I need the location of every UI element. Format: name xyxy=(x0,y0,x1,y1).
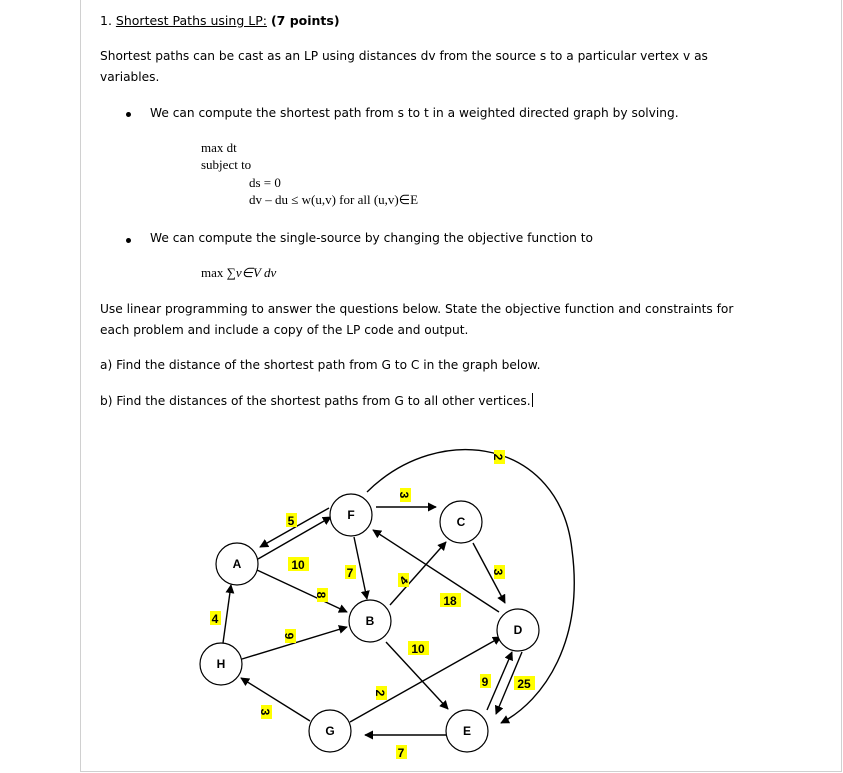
weight-A-F: 5 xyxy=(287,514,295,528)
weight-D-F: 18 xyxy=(443,594,457,608)
weight-E-G: 7 xyxy=(397,746,405,760)
node-E: E xyxy=(462,724,472,738)
weight-E-D: 9 xyxy=(481,675,489,689)
question-b: b) Find the distances of the shortest paths from G to all other vertices. xyxy=(100,394,531,408)
edge-H-A xyxy=(223,585,231,643)
problem-heading: 1. Shortest Paths using LP: (7 points) xyxy=(100,13,340,28)
intro-line-1: Shortest paths can be cast as an LP using distances dv from the source s to a particular vertex v as xyxy=(100,49,708,63)
instructions-line-2: each problem and include a copy of the LP code and output. xyxy=(100,323,469,337)
weight-D-E: 25 xyxy=(517,677,531,691)
weight-F-C: 3 xyxy=(397,491,411,499)
weight-F-A: 10 xyxy=(291,558,305,572)
lp-subject-to: subject to xyxy=(201,157,252,172)
edge-A-B xyxy=(257,570,347,612)
lp-constraint-1: ds = 0 xyxy=(249,175,281,190)
single-source-objective: max ∑v∈V dv xyxy=(201,265,277,280)
node-H: H xyxy=(216,657,226,671)
weight-G-H: 3 xyxy=(258,708,272,716)
node-G: G xyxy=(325,724,335,738)
intro-line-2: variables. xyxy=(100,70,160,84)
lp-constraint-2: dv – du ≤ w(u,v) for all (u,v)∈E xyxy=(249,192,419,207)
bullet-text-1: We can compute the shortest path from s to t in a weighted directed graph by solving. xyxy=(150,106,679,120)
weight-F-B: 7 xyxy=(346,566,354,580)
question-a: a) Find the distance of the shortest path from G to C in the graph below. xyxy=(100,358,541,372)
instructions-line-1: Use linear programming to answer the questions below. State the objective function and constraints for xyxy=(100,302,734,316)
weight-H-B: 9 xyxy=(282,632,296,640)
node-C: C xyxy=(456,515,466,529)
weight-H-A: 4 xyxy=(211,612,219,626)
node-F: F xyxy=(347,508,355,522)
bullet-text-2: We can compute the single-source by changing the objective function to xyxy=(150,231,594,245)
lp-objective: max dt xyxy=(201,140,237,155)
weight-A-B: 8 xyxy=(314,591,328,599)
node-B: B xyxy=(365,614,375,628)
edge-G-H xyxy=(241,678,310,721)
edge-D-F xyxy=(373,530,499,612)
weight-B-C: 4 xyxy=(396,573,412,589)
weight-G-D: 2 xyxy=(373,689,387,697)
node-D: D xyxy=(513,623,523,637)
weight-C-D: 3 xyxy=(491,568,505,576)
weight-F-E: 2 xyxy=(491,453,505,461)
weight-B-E: 10 xyxy=(411,642,425,656)
node-A: A xyxy=(232,557,242,571)
